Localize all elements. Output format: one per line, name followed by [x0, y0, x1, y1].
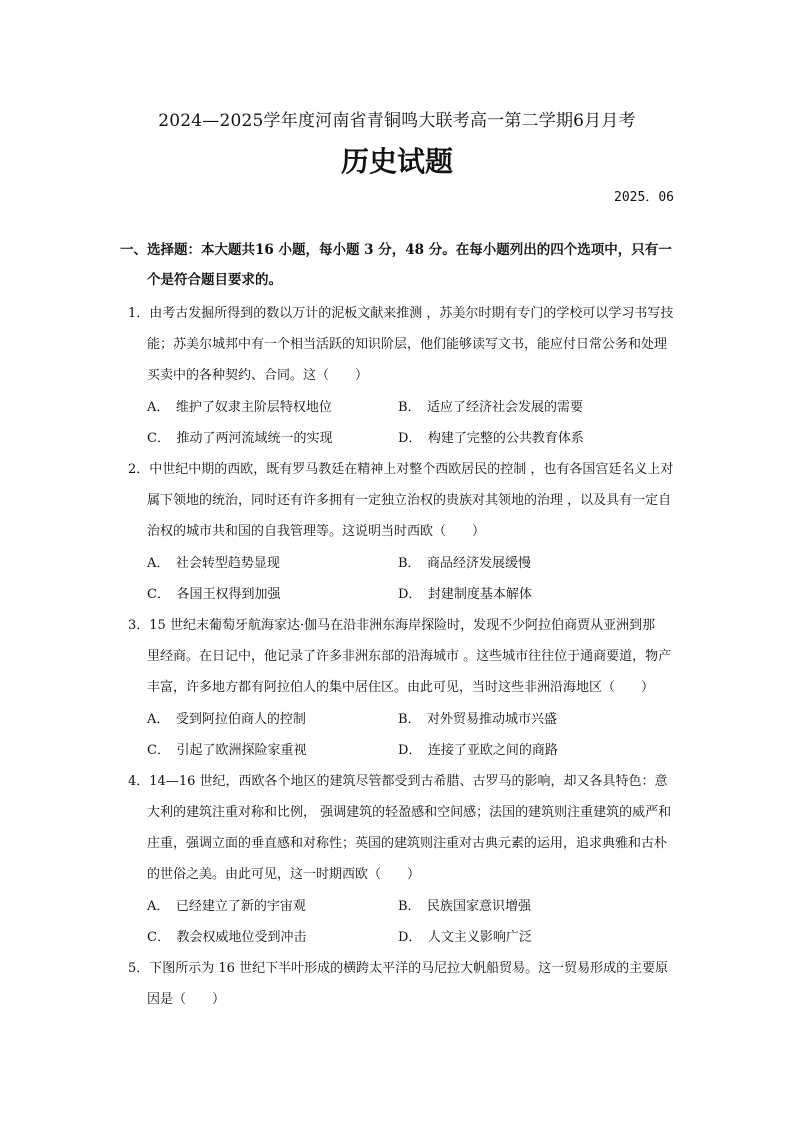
option-a[interactable]: A． 已经建立了新的宇宙观 [147, 899, 306, 914]
option-b[interactable]: B． 商品经济发展缓慢 [398, 556, 532, 571]
subject-title: 历史试题 [340, 145, 453, 178]
option-d[interactable]: D． 构建了完整的公共教育体系 [398, 431, 584, 446]
question-line: 4．14—16 世纪，西欧各个地区的建筑尽管都受到古希腊、古罗马的影响，却又各具特色：意 [128, 774, 668, 789]
option-a[interactable]: A． 社会转型趋势显现 [147, 556, 280, 571]
question-line: 因是（ ） [147, 992, 226, 1007]
question-line: 属下领地的统治，同时还有许多拥有一定独立治权的贵族对其领地的治理 ，以及具有一定自 [147, 493, 672, 508]
option-d[interactable]: D． 连接了亚欧之间的商路 [398, 743, 558, 758]
question-line: 3．15 世纪末葡萄牙航海家达·伽马在沿非洲东海岸探险时，发现不少阿拉伯商贾从亚洲到那 [128, 618, 656, 633]
question-line: 2．中世纪中期的西欧，既有罗马教廷在精神上对整个西欧居民的控制 ，也有各国宫廷名义上对 [128, 462, 674, 477]
exam-title: 2024—2025学年度河南省青铜鸣大联考高一第二学期6月月考 [158, 111, 636, 131]
option-c[interactable]: C． 教会权威地位受到冲击 [147, 930, 307, 945]
section-heading-cont: 个是符合题目要求的。 [147, 272, 282, 288]
option-d[interactable]: D． 封建制度基本解体 [398, 587, 532, 602]
question-line: 庄重，强调立面的垂直感和对称性；英国的建筑则注重对古典元素的运用，追求典雅和古朴 [147, 836, 668, 851]
question-line: 1．由考古发掘所得到的数以万计的泥板文献来推测 ，苏美尔时期有专门的学校可以学习书写技 [128, 306, 674, 321]
option-a[interactable]: A． 受到阿拉伯商人的控制 [147, 712, 306, 727]
option-c[interactable]: C． 引起了欧洲探险家重视 [147, 743, 307, 758]
section-heading: 一、选择题：本大题共16 小题，每小题 3 分，48 分。在每小题列出的四个选项中，只有一 [120, 242, 672, 258]
question-line: 的世俗之美。由此可见，这一时期西欧（ ） [147, 867, 421, 882]
question-line: 大利的建筑注重对称和比例， 强调建筑的轻盈感和空间感；法国的建筑则注重建筑的威严和 [147, 805, 672, 820]
option-b[interactable]: B． 对外贸易推动城市兴盛 [398, 712, 558, 727]
option-b[interactable]: B． 民族国家意识增强 [398, 899, 532, 914]
question-line: 丰富，许多地方都有阿拉伯人的集中居住区。由此可见，当时这些非洲沿海地区（ ） [147, 680, 655, 695]
question-line: 治权的城市共和国的自我管理等。这说明当时西欧（ ） [147, 524, 486, 539]
question-line: 买卖中的各种契约、合同。这（ ） [147, 368, 369, 383]
option-d[interactable]: D． 人文主义影响广泛 [398, 930, 532, 945]
question-line: 能；苏美尔城邦中有一个相当活跃的知识阶层，他们能够读写文书，能应付日常公务和处理 [147, 337, 668, 352]
option-b[interactable]: B． 适应了经济社会发展的需要 [398, 400, 584, 415]
option-a[interactable]: A． 维护了奴隶主阶层特权地位 [147, 400, 332, 415]
exam-date: 2025．06 [614, 190, 674, 205]
option-c[interactable]: C． 各国王权得到加强 [147, 587, 281, 602]
question-line: 里经商。在日记中，他记录了许多非洲东部的沿海城市 。这些城市往往位于通商要道，物产 [147, 649, 672, 664]
option-c[interactable]: C． 推动了两河流域统一的实现 [147, 431, 333, 446]
question-line: 5．下图所示为 16 世纪下半叶形成的横跨太平洋的马尼拉大帆船贸易。这一贸易形成的主要原 [128, 961, 669, 976]
